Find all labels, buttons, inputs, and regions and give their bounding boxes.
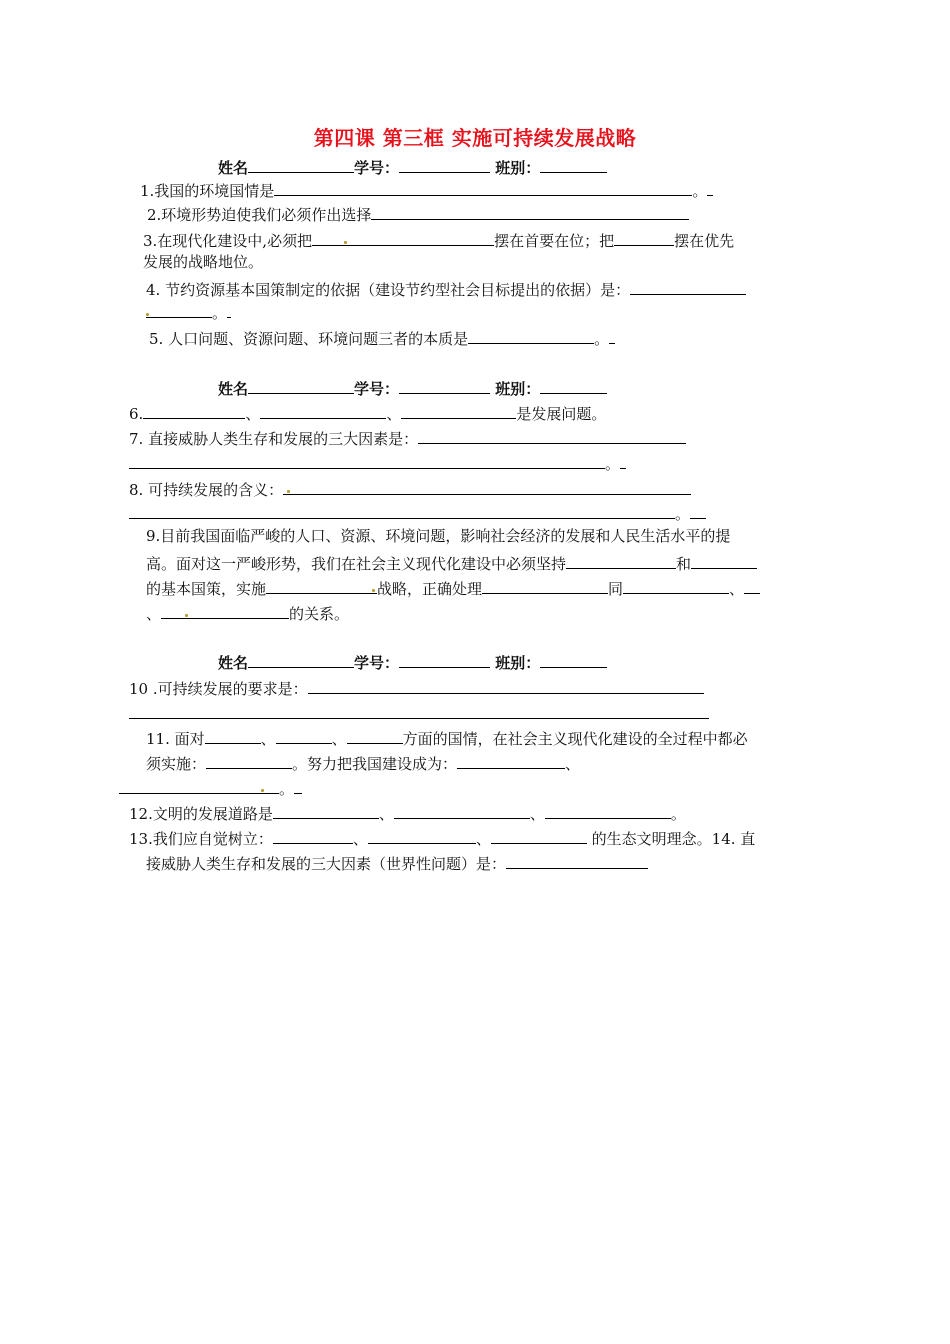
- question-1: 1.我国的环境国情是 。: [140, 178, 713, 201]
- answer-blank[interactable]: [283, 477, 691, 495]
- student-info-header-3: 姓名 学号： 班别：: [218, 650, 607, 673]
- question-7-cont: 。: [129, 451, 626, 474]
- class-field[interactable]: [540, 155, 607, 173]
- answer-blank[interactable]: [161, 601, 289, 619]
- answer-blank[interactable]: [143, 401, 245, 419]
- question-11-line-2: 须实施： 。努力把我国建设成为： 、: [146, 751, 580, 774]
- question-11-line-3: 。: [119, 776, 302, 799]
- answer-blank[interactable]: [129, 701, 709, 719]
- question-13: 13.我们应自觉树立： 、 、 的生态文明理念。14. 直: [129, 826, 755, 849]
- answer-blank[interactable]: [273, 801, 379, 819]
- class-field[interactable]: [540, 650, 607, 668]
- answer-blank[interactable]: [205, 726, 261, 744]
- name-label: 姓名: [218, 159, 249, 177]
- answer-blank[interactable]: [609, 326, 615, 344]
- id-label: 学号：: [354, 159, 400, 177]
- answer-blank[interactable]: [401, 401, 516, 419]
- answer-blank[interactable]: [690, 501, 706, 519]
- answer-blank[interactable]: [312, 228, 494, 246]
- answer-blank[interactable]: [146, 300, 212, 318]
- answer-blank[interactable]: [371, 202, 689, 220]
- answer-blank[interactable]: [482, 576, 608, 594]
- answer-blank[interactable]: [227, 300, 231, 318]
- answer-blank[interactable]: [347, 726, 403, 744]
- answer-blank[interactable]: [418, 426, 686, 444]
- question-5: 5. 人口问题、资源问题、环境问题三者的本质是 。: [149, 326, 615, 349]
- answer-blank[interactable]: [260, 401, 386, 419]
- answer-blank[interactable]: [266, 576, 377, 594]
- question-9-line-4: 、 的关系。: [146, 601, 349, 624]
- question-8: 8. 可持续发展的含义：: [129, 477, 691, 500]
- id-field[interactable]: [399, 650, 490, 668]
- answer-blank[interactable]: [368, 826, 476, 844]
- question-12: 12.文明的发展道路是 、 、 。: [129, 801, 686, 824]
- answer-blank[interactable]: [274, 178, 692, 196]
- student-info-header-1: [218, 155, 607, 178]
- answer-blank[interactable]: [206, 751, 292, 769]
- question-4-cont: 。: [146, 300, 231, 323]
- name-field[interactable]: [248, 376, 354, 394]
- id-field[interactable]: [399, 376, 490, 394]
- answer-blank[interactable]: [129, 501, 675, 519]
- answer-blank[interactable]: [276, 726, 332, 744]
- question-7: 7. 直接威胁人类生存和发展的三大因素是：: [129, 426, 686, 449]
- page-title: 第四课 第三框 实施可持续发展战略: [313, 126, 637, 150]
- answer-blank[interactable]: [491, 826, 587, 844]
- question-4: 4. 节约资源基本国策制定的依据（建设节约型社会目标提出的依据）是：: [146, 277, 746, 300]
- id-field[interactable]: [399, 155, 490, 173]
- question-3: 3.在现代化建设中,必须把 摆在首要在位；把 摆在优先: [143, 228, 734, 251]
- answer-blank[interactable]: [506, 851, 648, 869]
- question-2: 2.环境形势迫使我们必须作出选择: [147, 202, 689, 225]
- answer-blank[interactable]: [620, 451, 626, 469]
- answer-blank[interactable]: [129, 451, 605, 469]
- question-10: 10 .可持续发展的要求是：: [129, 676, 704, 699]
- name-field[interactable]: [248, 650, 354, 668]
- answer-blank[interactable]: [273, 826, 353, 844]
- answer-blank[interactable]: [394, 801, 530, 819]
- answer-blank[interactable]: [294, 776, 302, 794]
- answer-blank[interactable]: [691, 551, 757, 569]
- answer-blank[interactable]: [623, 576, 729, 594]
- question-14: 接威胁人类生存和发展的三大因素（世界性问题）是：: [146, 851, 648, 874]
- question-8-cont: 。: [129, 501, 706, 524]
- answer-blank[interactable]: [614, 228, 674, 246]
- answer-blank[interactable]: [545, 801, 671, 819]
- class-field[interactable]: [540, 376, 607, 394]
- answer-blank[interactable]: [457, 751, 565, 769]
- question-9: 9.目前我国面临严峻的人口、资源、环境问题，影响社会经济的发展和人民生活水平的提: [146, 527, 731, 545]
- question-9-line-3: 的基本国策，实施 战略，正确处理 同 、: [146, 576, 760, 599]
- answer-blank[interactable]: [630, 277, 746, 295]
- answer-blank[interactable]: [308, 676, 704, 694]
- answer-blank[interactable]: [468, 326, 594, 344]
- answer-blank[interactable]: [707, 178, 713, 196]
- student-info-header-2: 姓名 学号： 班别：: [218, 376, 607, 399]
- answer-blank[interactable]: [119, 776, 279, 794]
- question-6: 6. 、 、 是发展问题。: [129, 401, 606, 424]
- question-11: 11. 面对 、 、 方面的国情，在社会主义现代化建设的全过程中都必: [146, 726, 748, 749]
- question-10-cont: [129, 701, 709, 724]
- question-9-line-2: 高。面对这一严峻形势，我们在社会主义现代化建设中必须坚持 和: [146, 551, 757, 574]
- question-3-cont: 发展的战略地位。: [143, 253, 264, 271]
- answer-blank[interactable]: [744, 576, 760, 594]
- name-field[interactable]: [248, 155, 354, 173]
- class-label: 班别：: [495, 159, 541, 177]
- answer-blank[interactable]: [566, 551, 676, 569]
